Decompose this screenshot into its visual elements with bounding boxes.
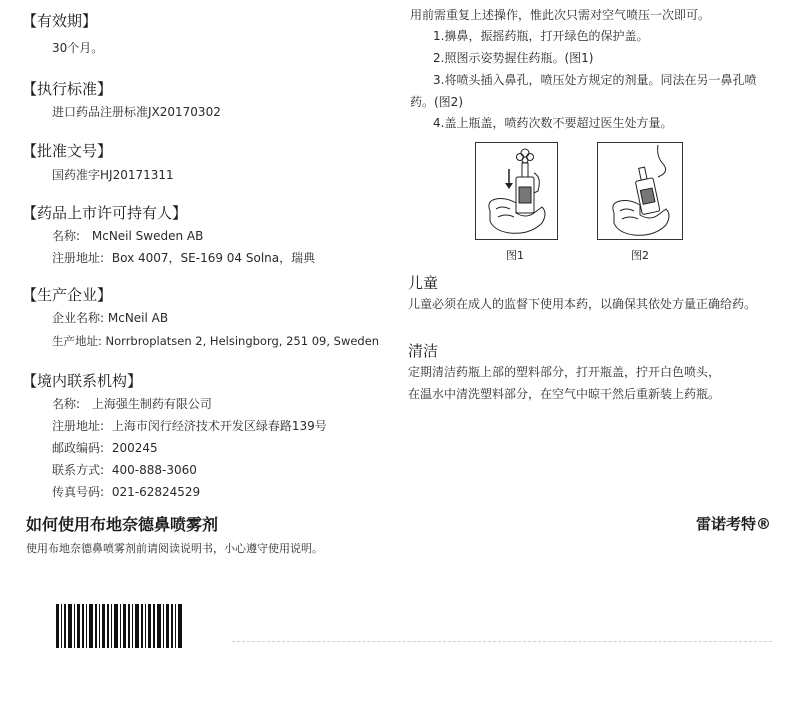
contact-heading: 【境内联系机构】 bbox=[22, 372, 143, 390]
manufacturer-addr: Norrbroplatsen 2, Helsingborg, 251 09, Sweden bbox=[105, 334, 380, 348]
usage-step-4: 4.盖上瓶盖，喷药次数不要超过医生处方量。 bbox=[433, 116, 673, 130]
approval-text: 国药准字HJ20171311 bbox=[52, 168, 174, 182]
usage-step-3-cont: 药。(图2) bbox=[410, 95, 463, 109]
holder-name: McNeil Sweden AB bbox=[91, 229, 204, 243]
standard-heading: 【执行标准】 bbox=[22, 80, 113, 98]
approval-heading: 【批准文号】 bbox=[22, 142, 113, 160]
contact-fax-label: 传真号码: bbox=[52, 485, 105, 499]
holder-name-row bbox=[52, 227, 203, 244]
cleaning-text-2: 在温水中清洗塑料部分，在空气中晾干然后重新装上药瓶。 bbox=[408, 387, 721, 401]
usage-step-2: 2.照图示姿势握住药瓶。(图1) bbox=[433, 51, 594, 65]
barcode-graphic bbox=[56, 604, 182, 648]
figure-2-caption: 图2 bbox=[631, 249, 649, 262]
holder-heading: 【药品上市许可持有人】 bbox=[22, 204, 188, 222]
children-heading: 儿童 bbox=[408, 274, 439, 292]
contact-fax: 021-62824529 bbox=[111, 485, 201, 499]
figure-1-caption: 图1 bbox=[506, 249, 524, 262]
standard-text: 进口药品注册标准JX20170302 bbox=[52, 105, 221, 119]
figure-2 bbox=[597, 142, 683, 240]
contact-addr: 上海市闵行经济技术开发区绿春路139号 bbox=[111, 419, 327, 433]
perforation-line bbox=[232, 641, 772, 644]
contact-phone-row bbox=[52, 461, 197, 478]
cleaning-heading: 清洁 bbox=[408, 342, 439, 360]
usage-step-1: 1.擤鼻，振摇药瓶，打开绿色的保护盖。 bbox=[433, 29, 649, 43]
manufacturer-addr-row bbox=[52, 333, 379, 349]
contact-zip: 200245 bbox=[111, 441, 158, 455]
how-to-text: 使用布地奈德鼻喷雾剂前请阅读说明书，小心遵守使用说明。 bbox=[26, 542, 323, 555]
holder-addr-row bbox=[52, 249, 315, 266]
contact-name-label: 名称: bbox=[52, 397, 81, 411]
manufacturer-name-label: 企业名称: bbox=[52, 311, 105, 325]
how-to-title: 如何使用布地奈德鼻喷雾剂 bbox=[26, 515, 219, 534]
contact-name: 上海强生制药有限公司 bbox=[91, 397, 212, 411]
brand-name: 雷诺考特® bbox=[696, 515, 772, 533]
contact-zip-row bbox=[52, 439, 158, 456]
barcode bbox=[56, 604, 182, 648]
validity-text: 30个月。 bbox=[52, 41, 104, 55]
manufacturer-addr-label: 生产地址: bbox=[52, 334, 102, 348]
holder-addr-label: 注册地址: bbox=[52, 251, 105, 265]
nasal-spray-insert-illustration bbox=[598, 143, 682, 239]
manufacturer-heading: 【生产企业】 bbox=[22, 286, 113, 304]
contact-addr-label: 注册地址: bbox=[52, 419, 105, 433]
validity-heading: 【有效期】 bbox=[22, 12, 98, 30]
contact-phone: 400-888-3060 bbox=[111, 463, 197, 477]
contact-name-row bbox=[52, 395, 212, 412]
manufacturer-name: McNeil AB bbox=[107, 311, 169, 325]
manufacturer-name-row bbox=[52, 309, 168, 326]
children-text: 儿童必须在成人的监督下使用本药，以确保其依处方量正确给药。 bbox=[408, 297, 757, 311]
contact-zip-label: 邮政编码: bbox=[52, 441, 105, 455]
nasal-spray-hold-illustration bbox=[476, 143, 557, 239]
cleaning-text-1: 定期清洁药瓶上部的塑料部分，打开瓶盖，拧开白色喷头， bbox=[408, 365, 721, 379]
contact-phone-label: 联系方式: bbox=[52, 463, 105, 477]
contact-addr-row bbox=[52, 417, 327, 434]
usage-step-3: 3.将喷头插入鼻孔，喷压处方规定的剂量。同法在另一鼻孔喷 bbox=[433, 73, 757, 87]
holder-addr: Box 4007，SE-169 04 Solna，瑞典 bbox=[111, 251, 316, 265]
holder-name-label: 名称: bbox=[52, 229, 81, 243]
figure-1 bbox=[475, 142, 558, 240]
usage-intro: 用前需重复上述操作，惟此次只需对空气喷压一次即可。 bbox=[410, 8, 711, 22]
contact-fax-row bbox=[52, 483, 200, 500]
